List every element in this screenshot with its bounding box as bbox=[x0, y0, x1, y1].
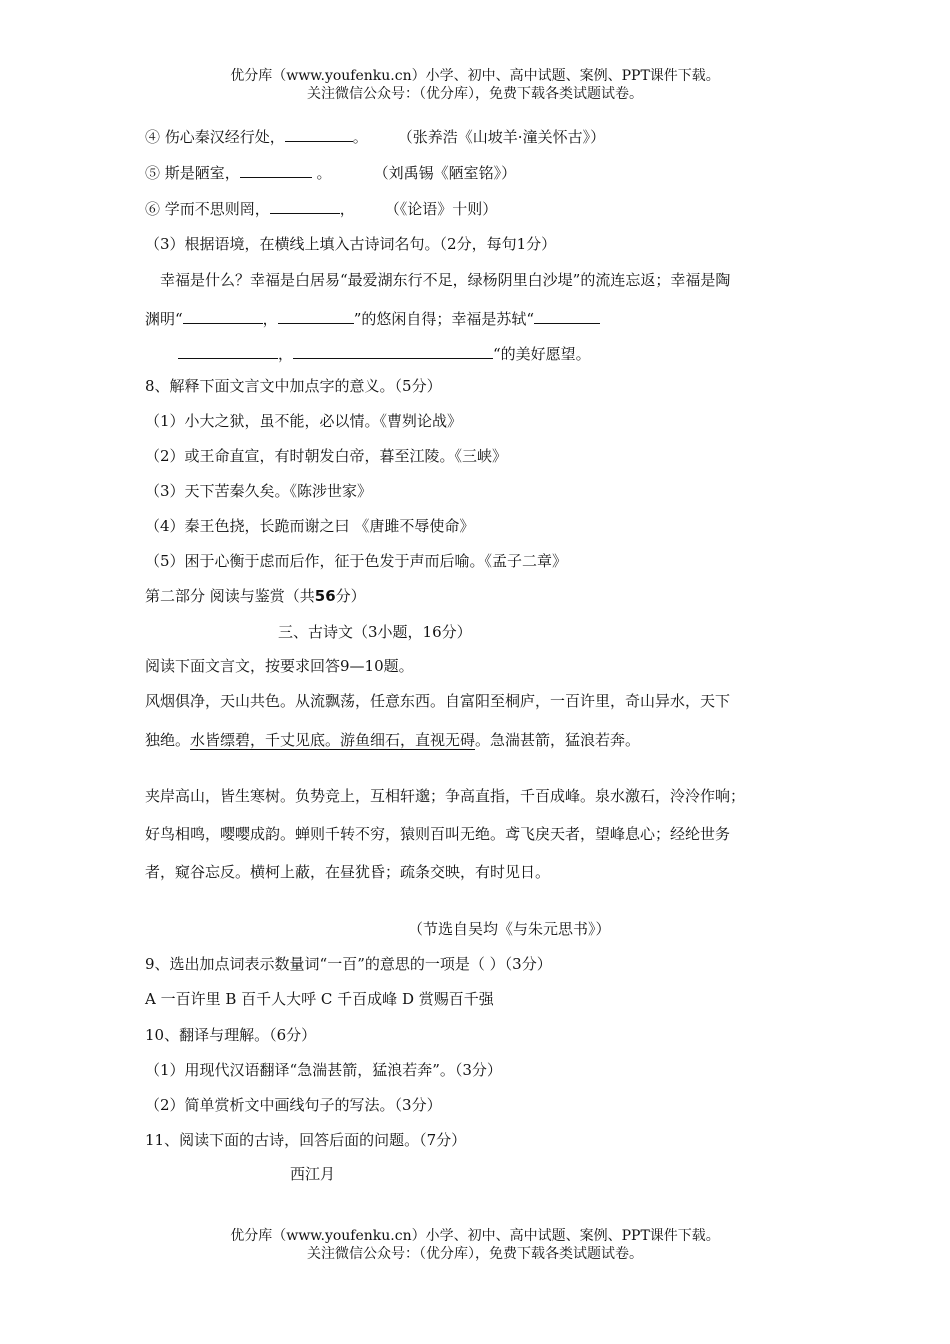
part-2-score: 56 bbox=[314, 587, 336, 605]
passage-line-5: 者，窥谷忘反。横柯上蔽，在昼犹昏；疏条交映，有时见日。 bbox=[145, 863, 551, 881]
q8-item-5: （5）困于心衡于虑而后作，征于色发于声而后喻。《孟子二章》 bbox=[145, 552, 568, 570]
q7-item-4-end: 。 bbox=[352, 128, 368, 146]
footer-line-1: 优分库（www.youfenku.cn）小学、初中、高中试题、案例、PPT课件下载。 bbox=[230, 1228, 720, 1244]
q7-item-5-end: 。 bbox=[311, 164, 332, 182]
passage-line-2 bbox=[145, 730, 640, 750]
q7-item-4-source: （张养浩《山坡羊·潼关怀古》） bbox=[397, 128, 606, 146]
para2-start: 渊明“ bbox=[145, 310, 183, 328]
answer-blank[interactable] bbox=[534, 308, 600, 324]
section-title: 三、古诗文（3小题，16分） bbox=[278, 623, 472, 641]
footer-line-2: 关注微信公众号：（优分库），免费下载各类试题试卷。 bbox=[307, 1246, 643, 1262]
underlined-sentence: 水皆缥碧，千丈见底。游鱼细石，直视无碍 bbox=[190, 731, 476, 749]
passage-line-2-end: 。急湍甚箭，猛浪若奔。 bbox=[475, 731, 641, 749]
header-line-1: 优分库（www.youfenku.cn）小学、初中、高中试题、案例、PPT课件下载。 bbox=[230, 68, 720, 84]
passage-line-1: 风烟俱净，天山共色。从流飘荡，任意东西。自富阳至桐庐，一百许里，奇山异水，天下 bbox=[145, 692, 731, 710]
passage-line-4: 好鸟相鸣，嘤嘤成韵。蝉则千转不穷，猿则百叫无绝。鸢飞戾天者，望峰息心；经纶世务 bbox=[145, 825, 731, 843]
q7-item-6-end: ， bbox=[339, 200, 355, 218]
q7-item-5-text: ⑤ 斯是陋室， bbox=[145, 164, 240, 182]
answer-blank[interactable] bbox=[178, 343, 278, 359]
q7-item-6-text: ⑥ 学而不思则罔， bbox=[145, 200, 270, 218]
answer-blank[interactable] bbox=[183, 308, 263, 324]
q8-title: 8、解释下面文言文中加点字的意义。（5分） bbox=[145, 377, 442, 395]
para2-comma: ， bbox=[262, 310, 278, 328]
answer-blank[interactable] bbox=[278, 308, 354, 324]
q8-item-4: （4）秦王色挠，长跪而谢之曰 《唐雎不辱使命》 bbox=[145, 517, 475, 535]
q7-paragraph-line-2 bbox=[145, 308, 600, 329]
passage-source: （节选自吴均《与朱元思书》） bbox=[408, 920, 611, 938]
poem-title: 西江月 bbox=[290, 1165, 336, 1183]
answer-blank[interactable] bbox=[270, 198, 340, 214]
q10-item-1: （1）用现代汉语翻译“急湍甚箭，猛浪若奔”。（3分） bbox=[145, 1061, 502, 1079]
q7-item-5-source: （刘禹锡《陋室铭》） bbox=[373, 164, 517, 182]
part-2-title-end: 分） bbox=[335, 587, 366, 605]
q11-title: 11、阅读下面的古诗，回答后面的问题。（7分） bbox=[145, 1131, 467, 1149]
part-2-title bbox=[145, 586, 366, 606]
q7-item-6 bbox=[145, 198, 497, 219]
q7-item-5 bbox=[145, 162, 516, 183]
q7-paragraph-line-1: 幸福是什么？幸福是白居易“最爱湖东行不足，绿杨阴里白沙堤”的流连忘返；幸福是陶 bbox=[160, 271, 731, 289]
q9-options: A 一百许里 B 百千人大呼 C 千百成峰 D 赏赐百千强 bbox=[145, 990, 494, 1008]
q7-paragraph-line-3 bbox=[178, 343, 591, 364]
q9-title: 9、选出加点词表示数量词“一百”的意思的一项是（ ）（3分） bbox=[145, 955, 552, 973]
q8-item-1: （1）小大之狱，虽不能，必以情。《曹刿论战》 bbox=[145, 412, 463, 430]
answer-blank[interactable] bbox=[240, 162, 312, 178]
q10-title: 10、翻译与理解。（6分） bbox=[145, 1026, 317, 1044]
q10-item-2: （2）简单赏析文中画线句子的写法。（3分） bbox=[145, 1096, 442, 1114]
q7-item-4-text: ④ 伤心秦汉经行处， bbox=[145, 128, 285, 146]
q7-item-4 bbox=[145, 126, 605, 147]
q8-item-2: （2）或王命直宣，有时朝发白帝，暮至江陵。《三峡》 bbox=[145, 447, 508, 465]
passage-line-3: 夹岸高山，皆生寒树。负势竞上，互相轩邈；争高直指，千百成峰。泉水激石，泠泠作响； bbox=[145, 787, 746, 805]
para3-end: “的美好愿望。 bbox=[493, 345, 591, 363]
answer-blank[interactable] bbox=[293, 343, 493, 359]
q7-part-3: （3）根据语境，在横线上填入古诗词名句。（2分，每句1分） bbox=[145, 235, 557, 253]
q7-item-6-source: （《论语》十则） bbox=[384, 200, 498, 218]
answer-blank[interactable] bbox=[285, 126, 353, 142]
para2-mid: ”的悠闲自得；幸福是苏轼“ bbox=[353, 310, 535, 328]
header-line-2: 关注微信公众号：（优分库），免费下载各类试题试卷。 bbox=[307, 86, 643, 102]
q8-item-3: （3）天下苦秦久矣。《陈涉世家》 bbox=[145, 482, 373, 500]
para3-comma: ， bbox=[278, 345, 294, 363]
passage-line-2-start: 独绝。 bbox=[145, 731, 191, 749]
part-2-title-text: 第二部分 阅读与鉴赏（共 bbox=[145, 587, 315, 605]
reading-intro: 阅读下面文言文，按要求回答9—10题。 bbox=[145, 657, 414, 675]
